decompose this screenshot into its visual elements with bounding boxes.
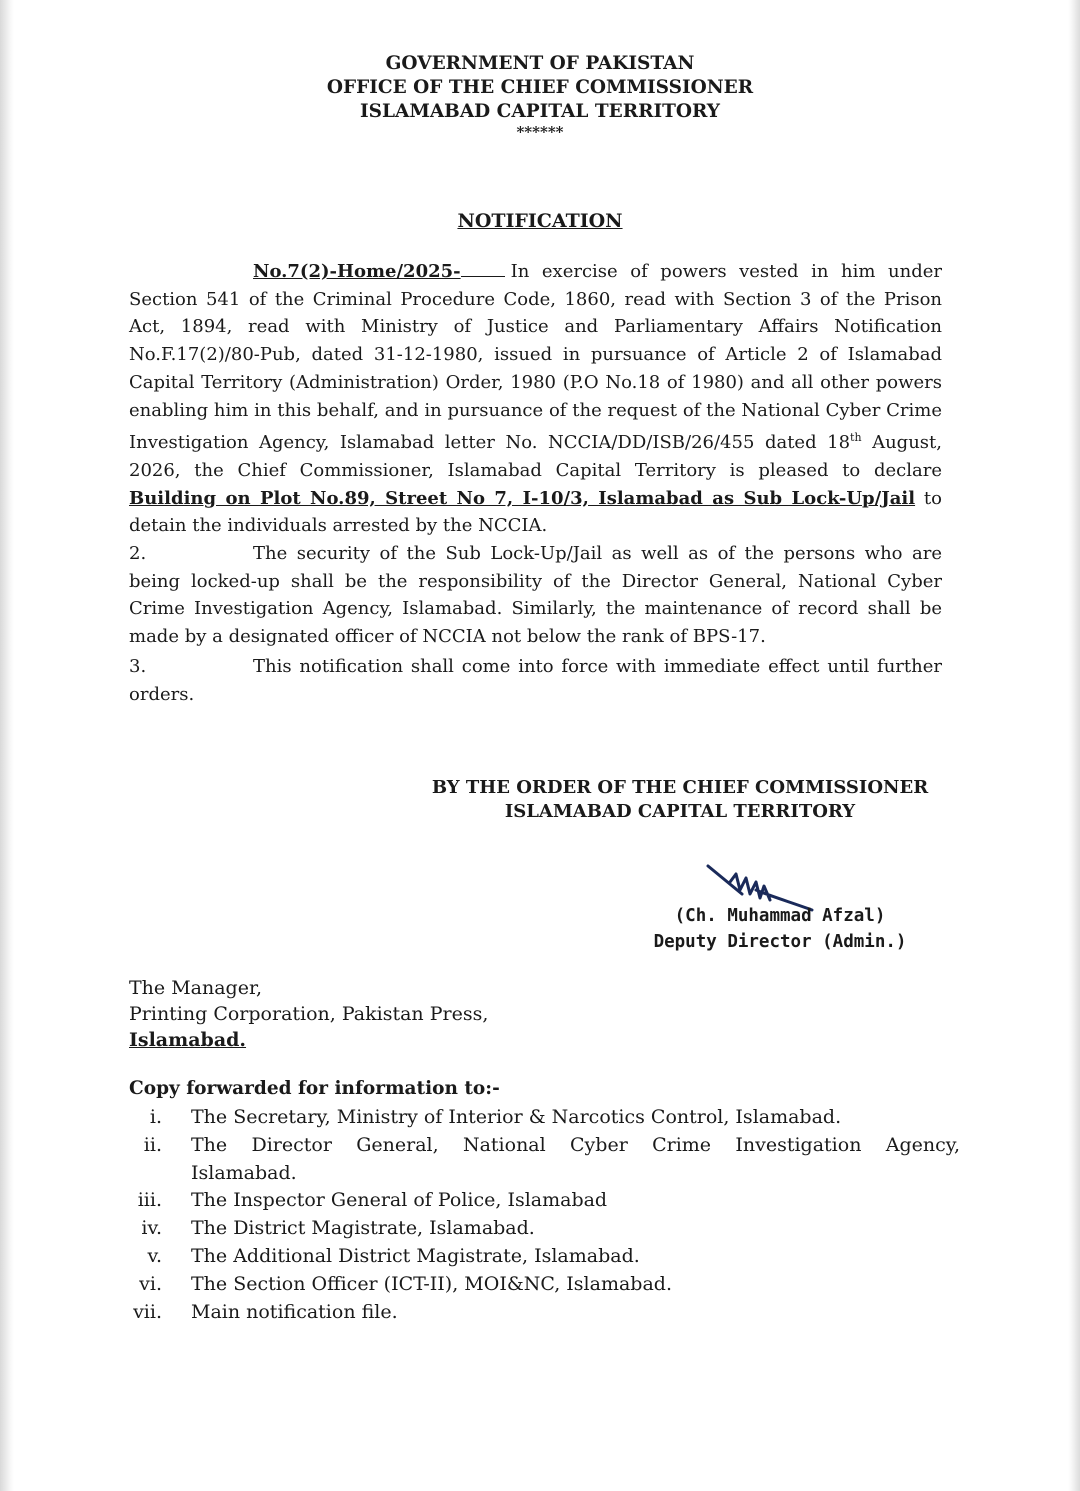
copy-forwarded-list <box>120 1104 960 1326</box>
list-item <box>120 1215 960 1243</box>
list-item-number: v. <box>147 1244 162 1267</box>
list-item <box>120 1104 960 1132</box>
paragraph-1-text-a: In exercise of powers vested in him under Section 541 of the Criminal Procedure Code, 1860, read with Section 3 of the Prison Act, 1894, read with Ministry of Justice and Parliamentary Affairs Notification No.F.17(2)/80-Pub, dated 31-12-1980, issued in pursuance of Article 2 of Islamabad Capital Territory (Administration) Order, 1980 (P.O No.18 of 1980) and all other powers enabling him in this behalf, and in pursuance of the request of the National Cyber Crime Investigation Agency, Islamabad letter No. NCCIA/DD/ISB/26/455 dated 18 <box>129 261 942 454</box>
signatory-name: (Ch. Muhammad Afzal) <box>674 906 886 926</box>
address-line-2: Printing Corporation, Pakistan Press, <box>129 1003 489 1025</box>
list-item <box>120 1187 960 1215</box>
list-item-text: Islamabad. <box>191 1161 297 1184</box>
letterhead-government: GOVERNMENT OF PAKISTAN <box>385 53 695 74</box>
list-item-number: ii. <box>143 1133 162 1156</box>
list-item-text: Main notification file. <box>191 1300 398 1323</box>
recipient-address <box>129 975 488 1053</box>
order-line-1: BY THE ORDER OF THE CHIEF COMMISSIONER <box>431 777 929 798</box>
paragraph-2 <box>129 540 942 651</box>
copy-forwarded-heading: Copy forwarded for information to:- <box>129 1078 500 1099</box>
letterhead-office: OFFICE OF THE CHIEF COMMISSIONER <box>326 77 754 98</box>
declared-location: Building on Plot No.89, Street No 7, I-10/3, Islamabad as Sub Lock-Up/Jail <box>129 487 916 509</box>
signatory-block <box>600 903 960 955</box>
list-item <box>120 1271 960 1299</box>
list-item-number: iv. <box>141 1217 162 1240</box>
paragraph-1-text-b: August, 2026, the Chief Commissioner, Islamabad Capital Territory is pleased to declare <box>129 432 942 481</box>
list-item-text: The Section Officer (ICT-II), MOI&NC, Islamabad. <box>191 1272 672 1295</box>
list-item-number: vi. <box>139 1272 162 1295</box>
list-item-number <box>120 1160 191 1188</box>
list-item-text: The District Magistrate, Islamabad. <box>191 1217 535 1240</box>
list-item <box>120 1243 960 1271</box>
list-item-number: i. <box>149 1106 162 1128</box>
document-title: NOTIFICATION <box>457 210 623 232</box>
date-ordinal: th <box>850 431 862 445</box>
paragraph-3 <box>129 653 942 708</box>
list-item <box>120 1132 960 1160</box>
list-item-text: The Additional District Magistrate, Islamabad. <box>191 1244 640 1267</box>
notification-body <box>129 258 942 708</box>
paragraph-2-number: 2. <box>129 543 147 565</box>
letterhead <box>0 52 1080 140</box>
list-item <box>120 1299 960 1327</box>
address-line-1: The Manager, <box>129 977 262 999</box>
list-item-text: The Director General, National Cyber Crime Investigation Agency, <box>191 1133 960 1156</box>
signatory-designation: Deputy Director (Admin.) <box>653 932 907 952</box>
list-item <box>120 1160 960 1188</box>
reference-number: No.7(2)-Home/2025- <box>253 261 461 282</box>
list-item-text: The Inspector General of Police, Islamabad <box>191 1189 608 1212</box>
list-item-text: The Secretary, Ministry of Interior & Narcotics Control, Islamabad. <box>191 1106 842 1128</box>
paragraph-2-text: The security of the Sub Lock-Up/Jail as well as of the persons who are being locked-up shall be the responsibility of the Director General, National Cyber Crime Investigation Agency, Islamabad. Similarly, the maintenance of record shall be made by a designated officer of NCCIA not below the rank of BPS-17. <box>129 543 942 648</box>
list-item-number: vii. <box>133 1300 162 1323</box>
paragraph-1 <box>129 258 942 540</box>
reference-underline-gap <box>461 258 505 277</box>
letterhead-territory: ISLAMABAD CAPITAL TERRITORY <box>359 101 721 122</box>
address-city: Islamabad. <box>129 1029 247 1051</box>
order-authority <box>400 776 960 824</box>
paragraph-3-number: 3. <box>129 655 147 677</box>
list-item-number: iii. <box>137 1189 162 1212</box>
paragraph-1-text-c: to detain the individuals arrested by the NCCIA. <box>129 487 942 537</box>
letterhead-separator: ****** <box>516 123 564 141</box>
order-line-2: ISLAMABAD CAPITAL TERRITORY <box>504 801 856 822</box>
paragraph-3-text: This notification shall come into force with immediate effect until further orders. <box>129 655 942 705</box>
